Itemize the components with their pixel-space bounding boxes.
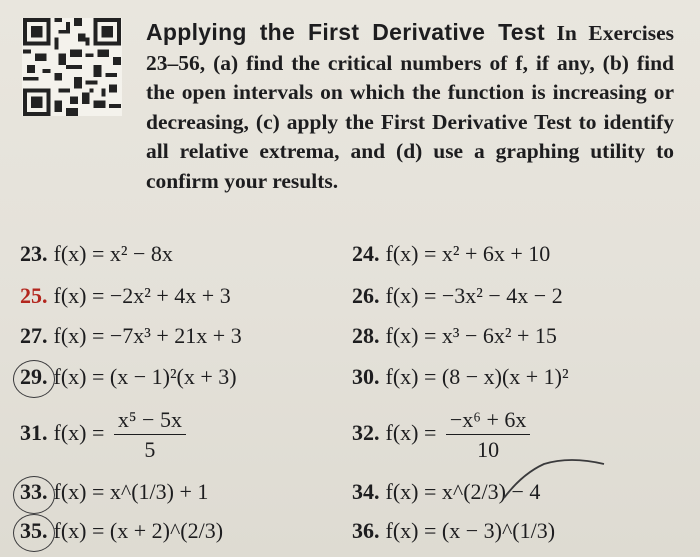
exercise-number: 30.	[352, 364, 380, 389]
exercise-number: 32.	[352, 420, 380, 446]
exercise-function: −2x² + 4x + 3	[109, 283, 231, 308]
exercise-number: 26.	[352, 283, 380, 308]
exercise-number: 34.	[352, 479, 380, 504]
instructions-paragraph	[146, 18, 674, 197]
exercise-35: 35. f(x) = (x + 2)^(2/3)	[20, 518, 224, 543]
exercise-number: 27.	[20, 323, 48, 348]
exercise-number: 33.	[20, 479, 48, 504]
exercise-function: (x + 2)^(2/3)	[109, 518, 224, 543]
exercise-function: x^(1/3) + 1	[109, 479, 209, 504]
exercise-function: −3x² − 4x − 2	[441, 283, 563, 308]
exercise-number: 36.	[352, 518, 380, 543]
handwritten-check-mark	[500, 452, 610, 502]
exercise-23: 23. f(x) = x² − 8x	[20, 241, 173, 266]
exercise-34: 34. f(x) = x^(2/3) − 4	[352, 479, 541, 504]
exercise-number: 29.	[20, 364, 48, 389]
exercise-function: −7x³ + 21x + 3	[109, 323, 242, 348]
qr-code-icon	[22, 18, 122, 116]
exercise-function: x^(2/3) − 4	[441, 479, 541, 504]
exercise-30: 30. f(x) = (8 − x)(x + 1)²	[352, 364, 569, 389]
exercise-number: 25.	[20, 283, 48, 308]
exercise-function: (8 − x)(x + 1)²	[441, 364, 569, 389]
exercise-function: x³ − 6x² + 15	[441, 323, 557, 348]
fraction-numerator: −x⁶ + 6x	[446, 407, 530, 435]
exercise-function: (x − 1)²(x + 3)	[109, 364, 237, 389]
exercise-number: 23.	[20, 241, 48, 266]
fraction-denominator: 10	[477, 437, 500, 462]
exercise-function: x² − 8x	[109, 241, 173, 266]
exercise-29: 29. f(x) = (x − 1)²(x + 3)	[20, 364, 237, 389]
exercise-number: 28.	[352, 323, 380, 348]
exercise-31: 31. f(x) = $\frac{\text{x⁵ − 5x}}{5}$	[20, 407, 186, 463]
exercise-27: 27. f(x) = −7x³ + 21x + 3	[20, 323, 242, 348]
exercise-32: 32. f(x) = $\frac{\text{−x⁶ + 6x}}{10}$	[352, 407, 530, 463]
exercise-number: 35.	[20, 518, 48, 543]
fraction-denominator: 5	[144, 437, 156, 462]
exercise-fraction	[114, 407, 186, 463]
exercise-24: 24. f(x) = x² + 6x + 10	[352, 241, 551, 266]
exercise-26: 26. f(x) = −3x² − 4x − 2	[352, 283, 563, 308]
exercise-number: 24.	[352, 241, 380, 266]
exercise-33: 33. f(x) = x^(1/3) + 1	[20, 479, 209, 504]
section-title: Applying the First Derivative Test	[146, 19, 545, 45]
instructions-text: In Exercises 23–56, (a) find the critical numbers of f, if any, (b) find the open intervals on which the function is increasing or decreasing, (c) apply the First Derivative Test to identify all relative extrema, and (d) use a graphing utility to confirm your results.	[146, 21, 674, 193]
exercise-function: x² + 6x + 10	[441, 241, 551, 266]
exercise-36: 36. f(x) = (x − 3)^(1/3)	[352, 518, 556, 543]
exercise-28: 28. f(x) = x³ − 6x² + 15	[352, 323, 557, 348]
exercise-function: (x − 3)^(1/3)	[441, 518, 556, 543]
fraction-numerator: x⁵ − 5x	[114, 407, 186, 435]
exercise-number: 31.	[20, 420, 48, 446]
exercise-25: 25. f(x) = −2x² + 4x + 3	[20, 283, 231, 308]
